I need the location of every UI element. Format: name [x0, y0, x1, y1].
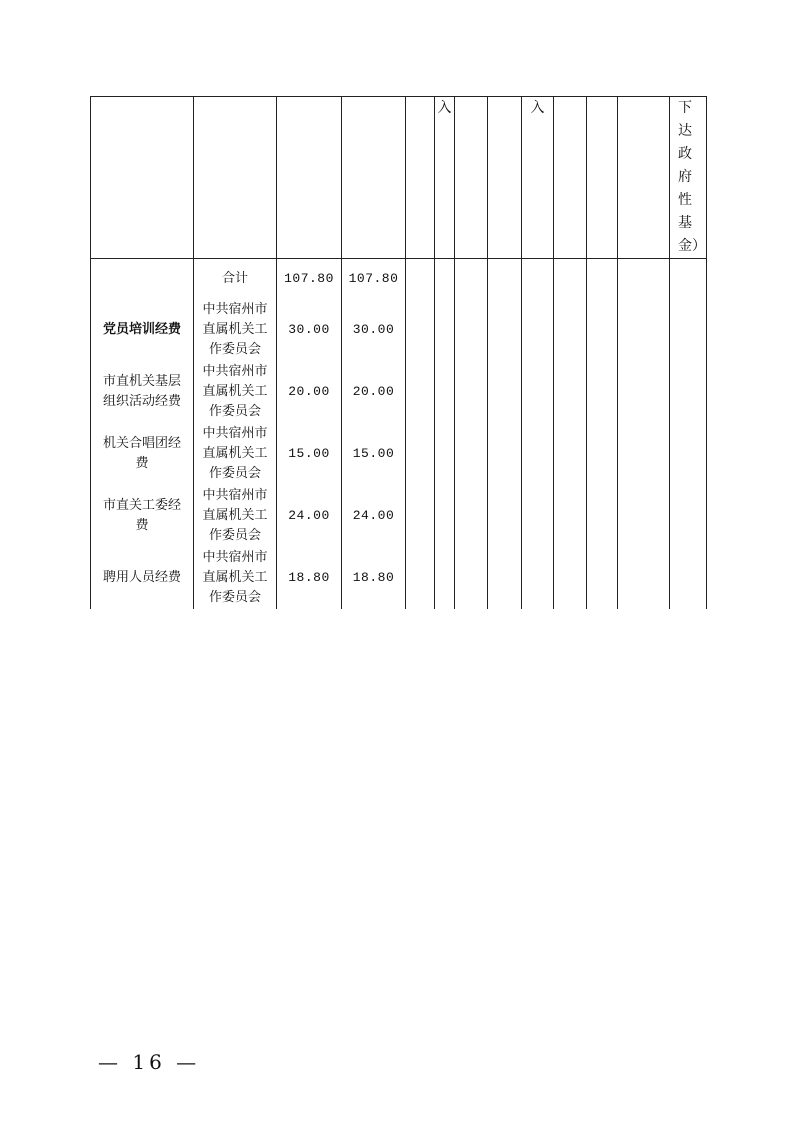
header-vertical-text: 下达政府性基金） — [678, 100, 706, 254]
project-name: 市直关工委经费 — [102, 498, 181, 533]
header-cell — [91, 97, 194, 259]
empty-cell — [670, 259, 707, 610]
amount-value: 24.00 — [288, 508, 330, 523]
header-cell — [194, 97, 277, 259]
budget-table — [90, 96, 707, 609]
total-label: 合计 — [221, 271, 248, 286]
empty-cell — [618, 259, 670, 610]
amount-cell — [277, 361, 341, 423]
page-number: — 16 — — [98, 1050, 201, 1074]
amount-value: 30.00 — [288, 322, 330, 337]
amount-cell — [277, 299, 341, 361]
amount-value: 15.00 — [288, 446, 330, 461]
header-text-ru-2: 入 — [530, 100, 545, 116]
amount-cell — [277, 485, 341, 547]
header-cell — [554, 97, 587, 259]
amount-cell — [277, 547, 341, 609]
org-cell — [194, 299, 276, 361]
empty-cell — [587, 259, 618, 610]
table-header-row — [91, 97, 707, 259]
header-cell — [406, 97, 435, 259]
name-cell — [91, 299, 193, 361]
org-cell — [194, 423, 276, 485]
header-text-ru-1: 入 — [437, 100, 452, 116]
org-name: 中共宿州市直属机关工作委员会 — [202, 302, 268, 357]
org-name: 中共宿州市直属机关工作委员会 — [202, 364, 268, 419]
header-cell — [277, 97, 342, 259]
name-cell — [91, 259, 193, 299]
name-cell — [91, 547, 193, 609]
empty-cell — [488, 259, 522, 610]
amount-cell — [342, 299, 405, 361]
header-cell — [342, 97, 406, 259]
amount-value: 15.00 — [352, 446, 395, 461]
header-cell — [618, 97, 670, 259]
name-cell — [91, 423, 193, 485]
name-cell — [91, 361, 193, 423]
project-name-column — [91, 259, 194, 610]
amount-cell — [277, 423, 341, 485]
amount-cell — [277, 259, 341, 299]
project-name: 聘用人员经费 — [102, 570, 181, 585]
amount-cell — [342, 547, 405, 609]
amount-value: 20.00 — [288, 384, 330, 399]
empty-cell — [455, 259, 488, 610]
amount-cell — [342, 485, 405, 547]
header-cell — [587, 97, 618, 259]
org-name: 中共宿州市直属机关工作委员会 — [202, 550, 268, 605]
header-cell — [435, 97, 455, 259]
table-body-row — [91, 259, 707, 610]
header-cell — [455, 97, 488, 259]
org-column — [194, 259, 277, 610]
project-name: 机关合唱团经费 — [102, 436, 181, 471]
amount-value: 107.80 — [284, 271, 334, 286]
amount-value: 107.80 — [348, 271, 399, 286]
amount-cell — [342, 423, 405, 485]
amount2-column — [342, 259, 406, 610]
header-cell — [522, 97, 554, 259]
project-name: 市直机关基层组织活动经费 — [102, 374, 181, 409]
amount-cell — [342, 361, 405, 423]
amount-cell — [342, 259, 405, 299]
header-cell — [488, 97, 522, 259]
amount1-column — [277, 259, 342, 610]
amount-value: 24.00 — [352, 508, 395, 523]
org-cell — [194, 259, 276, 299]
empty-cell — [435, 259, 455, 610]
org-cell — [194, 485, 276, 547]
name-cell — [91, 485, 193, 547]
empty-cell — [406, 259, 435, 610]
empty-cell — [554, 259, 587, 610]
org-cell — [194, 547, 276, 609]
amount-value: 30.00 — [352, 322, 395, 337]
project-name: 党员培训经费 — [102, 322, 181, 337]
empty-cell — [522, 259, 554, 610]
amount-value: 20.00 — [352, 384, 395, 399]
org-name: 中共宿州市直属机关工作委员会 — [202, 426, 268, 481]
org-cell — [194, 361, 276, 423]
amount-value: 18.80 — [352, 570, 395, 585]
org-name: 中共宿州市直属机关工作委员会 — [202, 488, 268, 543]
header-cell — [670, 97, 707, 259]
amount-value: 18.80 — [288, 570, 330, 585]
